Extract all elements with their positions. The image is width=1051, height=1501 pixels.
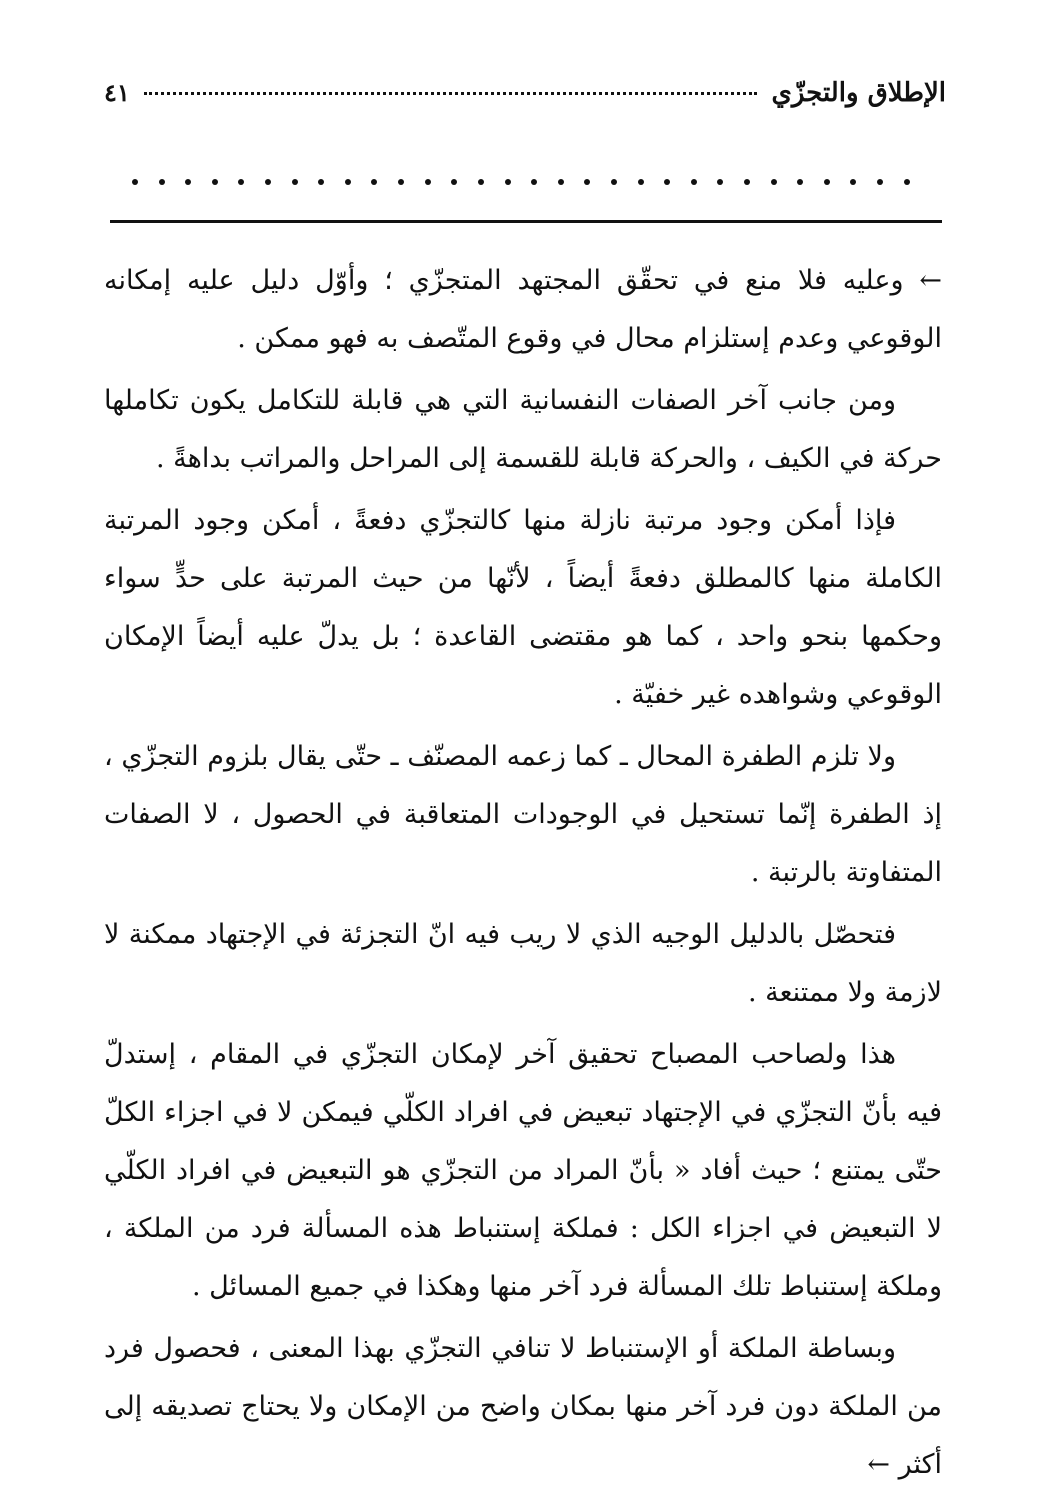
ornament-dot bbox=[744, 179, 750, 185]
ornament-dot bbox=[398, 179, 404, 185]
ornament-dot bbox=[265, 179, 271, 185]
paragraph: ← وعليه فلا منع في تحقّق المجتهد المتجزّي ؛ وأوّل دليل عليه إمكانه الوقوعي وعدم إستلزام محال في وقوع المتّصف به فهو ممكن . bbox=[104, 265, 942, 354]
ornament-dot bbox=[691, 179, 697, 185]
ornament-dot bbox=[531, 179, 537, 185]
ornament-dot bbox=[850, 179, 856, 185]
ornament-dot bbox=[318, 179, 324, 185]
ornament-dot bbox=[558, 179, 564, 185]
paragraph: وبساطة الملكة أو الإستنباط لا تنافي التجزّي بهذا المعنى ، فحصول فرد من الملكة دون فرد آخر منها بمكان واضح من الإمكان ولا يحتاج تصديقه إلى أكثر ← bbox=[104, 1333, 942, 1480]
ornament-dot bbox=[638, 179, 644, 185]
ornament-dot bbox=[664, 179, 670, 185]
running-header bbox=[104, 78, 946, 118]
dotted-leader bbox=[144, 92, 758, 95]
running-title: الإطلاق والتجزّي bbox=[771, 78, 946, 108]
ornament-dot bbox=[159, 179, 165, 185]
ornament-dot bbox=[212, 179, 218, 185]
ornament-dot bbox=[771, 179, 777, 185]
header-rule bbox=[110, 220, 942, 223]
paragraph: فإذا أمكن وجود مرتبة نازلة منها كالتجزّي دفعةً ، أمكن وجود المرتبة الكاملة منها كالمطلق دفعةً أيضاً ، لأنّها من حيث المرتبة على حدٍّ سواء وحكمها بنحو واحد ، كما هو مقتضى القاعدة ؛ بل يدلّ عليه أيضاً الإمكان الوقوعي وشواهده غير خفيّة . bbox=[104, 505, 942, 710]
ornament-dot bbox=[797, 179, 803, 185]
ornament-dot bbox=[584, 179, 590, 185]
ornament-dot bbox=[132, 179, 138, 185]
paragraph: فتحصّل بالدليل الوجيه الذي لا ريب فيه انّ التجزئة في الإجتهاد ممكنة لا لازمة ولا ممتنعة . bbox=[104, 919, 942, 1008]
ornament-dot bbox=[478, 179, 484, 185]
ornament-dot bbox=[292, 179, 298, 185]
paragraph: ولا تلزم الطفرة المحال ـ كما زعمه المصنّف ـ حتّى يقال بلزوم التجزّي ، إذ الطفرة إنّما تستحيل في الوجودات المتعاقبة في الحصول ، لا الصفات المتفاوتة بالرتبة . bbox=[104, 741, 942, 888]
ornament-dot bbox=[371, 179, 377, 185]
ornament-dot bbox=[904, 179, 910, 185]
paragraph: هذا ولصاحب المصباح تحقيق آخر لإمكان التجزّي في المقام ، إستدلّ فيه بأنّ التجزّي في الإجتهاد تبعيض في افراد الكلّي فيمكن لا في اجزاء الكلّ حتّى يمتنع ؛ حيث أفاد « بأنّ المراد من التجزّي هو التبعيض في افراد الكلّي لا التبعيض في اجزاء الكل : فملكة إستنباط هذه المسألة فرد من الملكة ، وملكة إستنباط تلك المسألة فرد آخر منها وهكذا في جميع المسائل . bbox=[104, 1039, 942, 1302]
ornament-dot bbox=[877, 179, 883, 185]
ornament-dot bbox=[425, 179, 431, 185]
ornament-dot bbox=[611, 179, 617, 185]
ornament-dot bbox=[185, 179, 191, 185]
ornament-dot bbox=[824, 179, 830, 185]
paragraph: ومن جانب آخر الصفات النفسانية التي هي قابلة للتكامل يكون تكاملها حركة في الكيف ، والحركة قابلة للقسمة إلى المراحل والمراتب بداهةً . bbox=[104, 385, 942, 474]
ornament-dot bbox=[505, 179, 511, 185]
ornament-dot bbox=[451, 179, 457, 185]
ornament-dot bbox=[717, 179, 723, 185]
body-text bbox=[104, 252, 942, 1498]
ornament-dot-row bbox=[132, 172, 910, 192]
ornament-dot bbox=[238, 179, 244, 185]
page-number: ٤١ bbox=[104, 78, 130, 107]
ornament-dot bbox=[345, 179, 351, 185]
